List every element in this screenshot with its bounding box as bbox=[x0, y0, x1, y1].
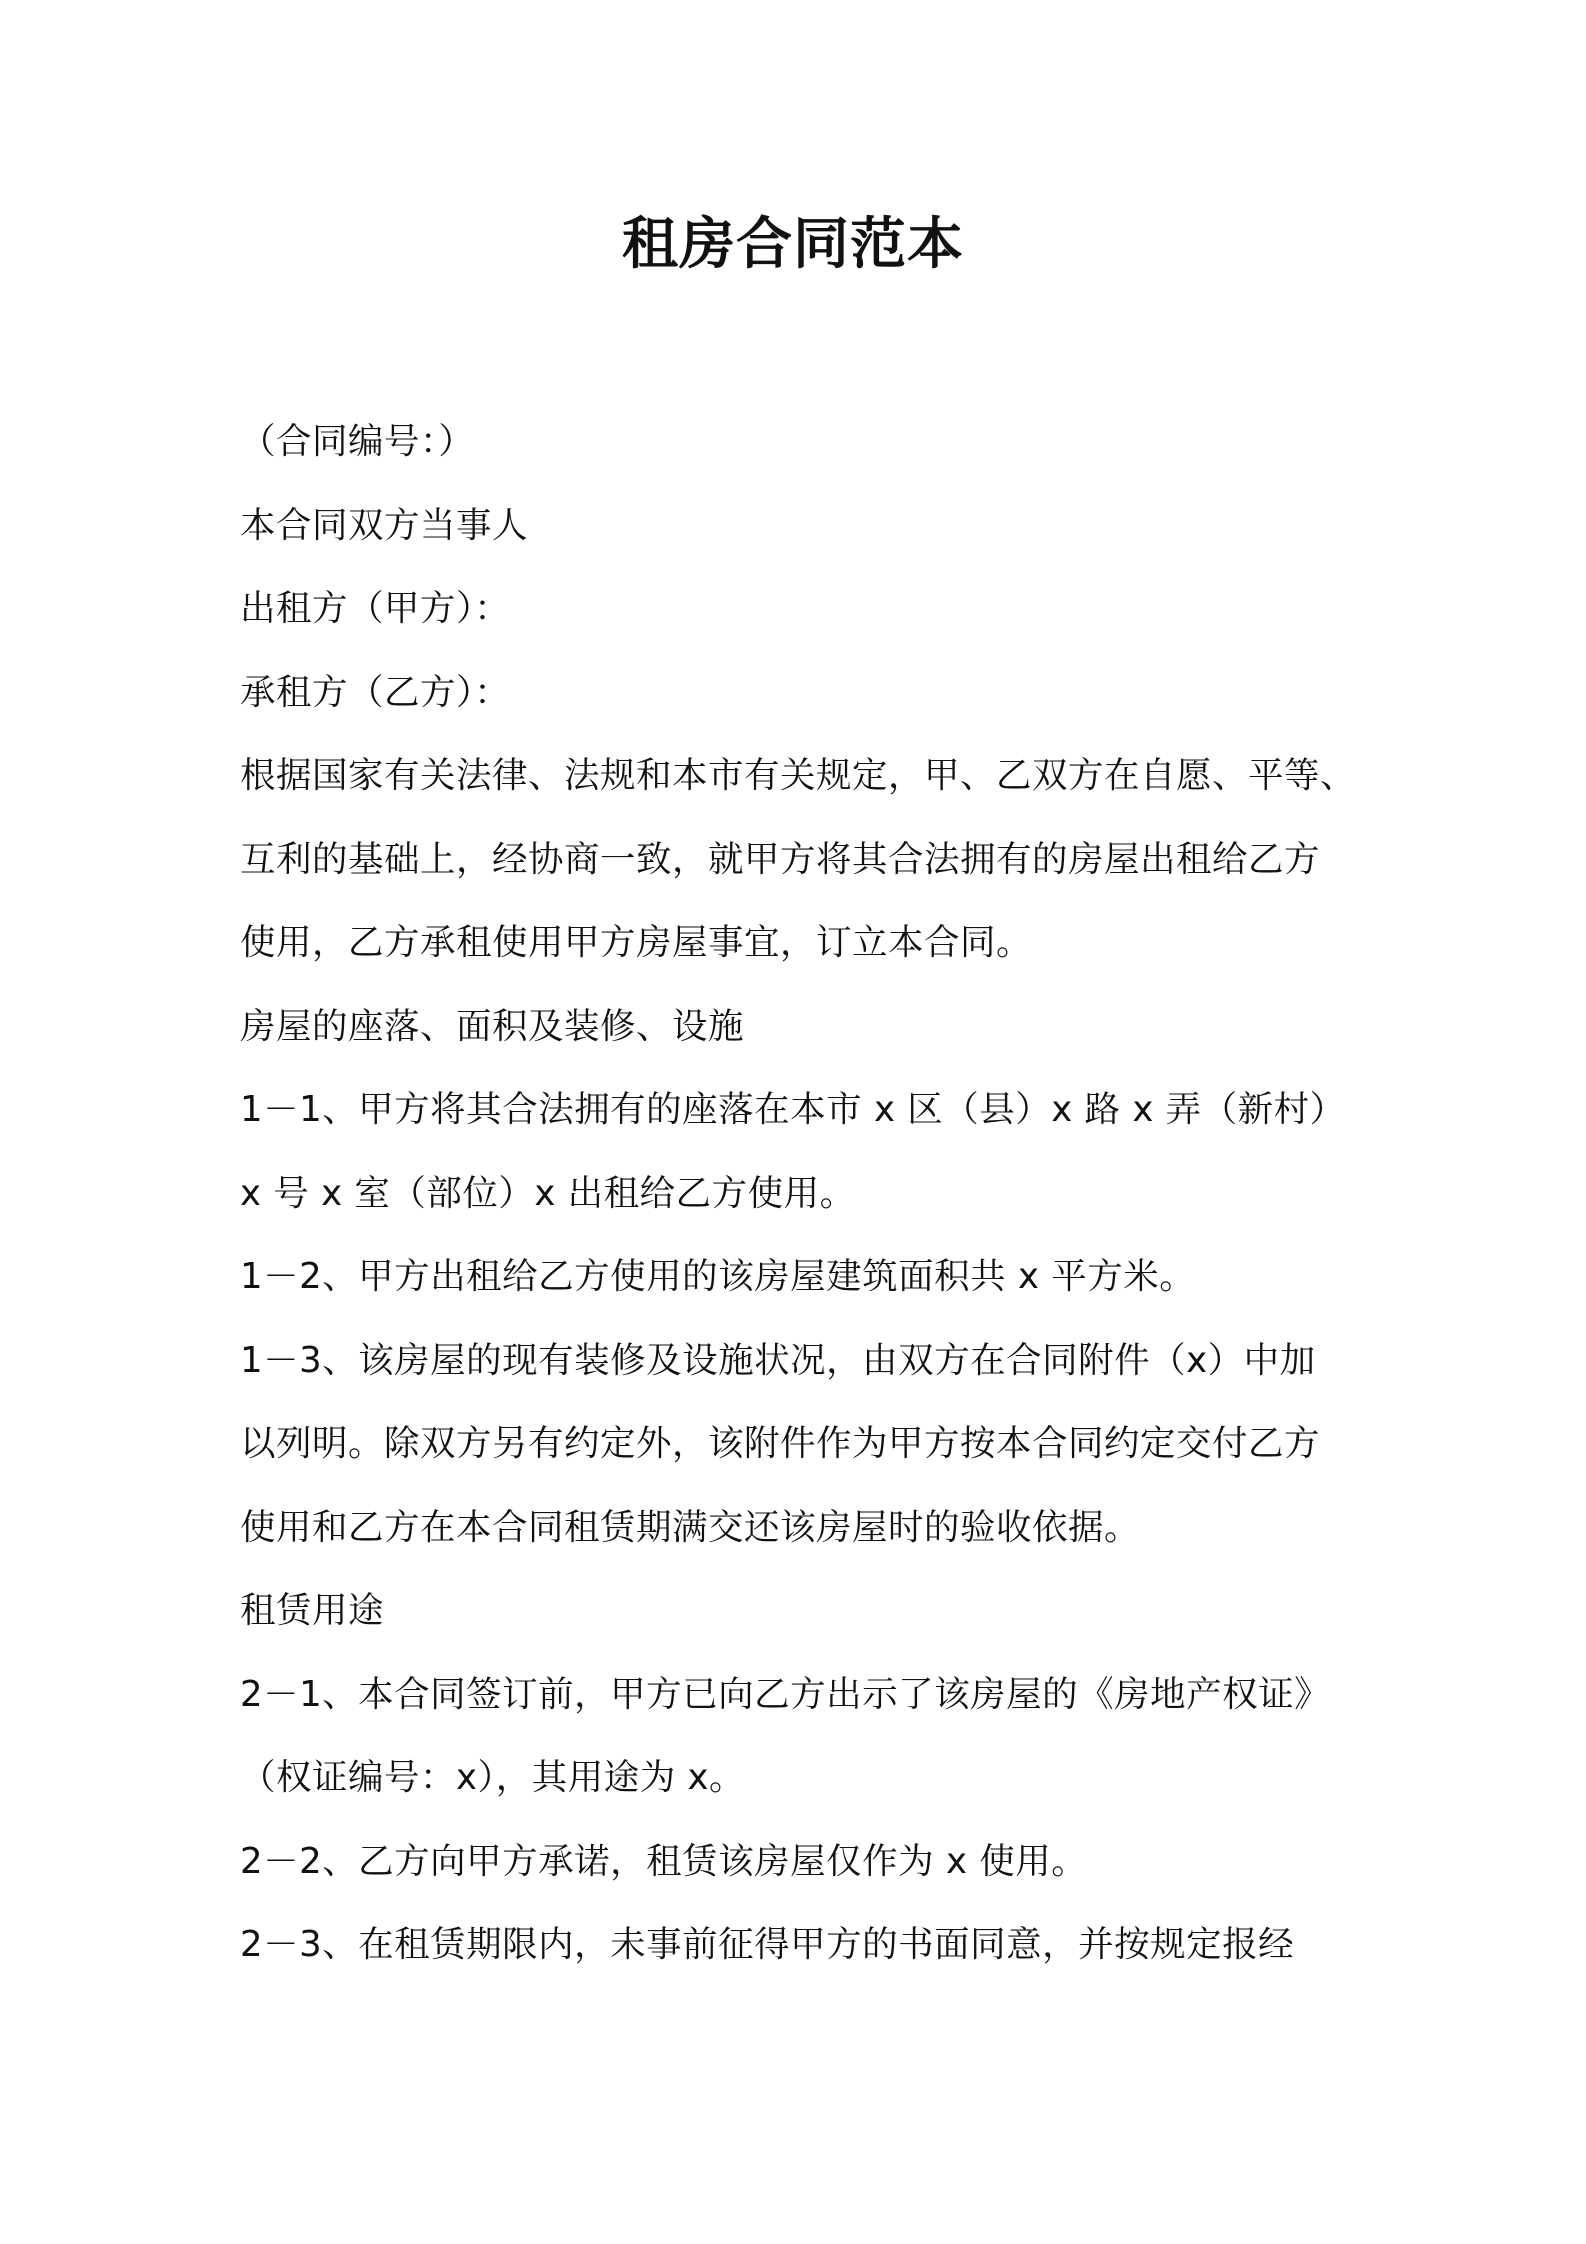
document-body bbox=[240, 400, 1360, 1987]
contract-number-line: （合同编号：） bbox=[240, 421, 475, 462]
lessor-line: 出租方（甲方）： bbox=[240, 588, 511, 629]
clause-line: 使用和乙方在本合同租赁期满交还该房屋时的验收依据。 bbox=[240, 1506, 1141, 1548]
clause-line: 1－2、甲方出租给乙方使用的该房屋建筑面积共 x 平方米。 bbox=[240, 1256, 1196, 1297]
preamble-line: 使用，乙方承租使用甲方房屋事宜，订立本合同。 bbox=[240, 922, 1033, 963]
clause-line: 1－3、该房屋的现有装修及设施状况，由双方在合同附件（x）中加 bbox=[240, 1339, 1316, 1381]
preamble-line: 互利的基础上，经协商一致，就甲方将其合法拥有的房屋出租给乙方 bbox=[240, 838, 1321, 880]
section-heading-usage: 租赁用途 bbox=[240, 1590, 385, 1631]
clause-line: x 号 x 室（部位）x 出租给乙方使用。 bbox=[240, 1172, 856, 1214]
lessee-line: 承租方（乙方）： bbox=[240, 671, 511, 713]
clause-line: 1－1、甲方将其合法拥有的座落在本市 x 区（县）x 路 x 弄（新村） bbox=[240, 1089, 1346, 1130]
document-title: 租房合同范本 bbox=[622, 212, 964, 277]
clause-line: 2－3、在租赁期限内，未事前征得甲方的书面同意，并按规定报经 bbox=[240, 1924, 1295, 1965]
clause-line: （权证编号：x），其用途为 x。 bbox=[240, 1757, 746, 1798]
clause-line: 2－2、乙方向甲方承诺，租赁该房屋仅作为 x 使用。 bbox=[240, 1840, 1088, 1882]
section-heading-premises: 房屋的座落、面积及装修、设施 bbox=[240, 1005, 745, 1047]
clause-line: 2－1、本合同签订前，甲方已向乙方出示了该房屋的《房地产权证》 bbox=[240, 1673, 1331, 1715]
parties-heading: 本合同双方当事人 bbox=[240, 504, 529, 546]
preamble-line: 根据国家有关法律、法规和本市有关规定，甲、乙双方在自愿、平等、 bbox=[240, 755, 1357, 796]
clause-line: 以列明。除双方另有约定外，该附件作为甲方按本合同约定交付乙方 bbox=[240, 1423, 1321, 1464]
